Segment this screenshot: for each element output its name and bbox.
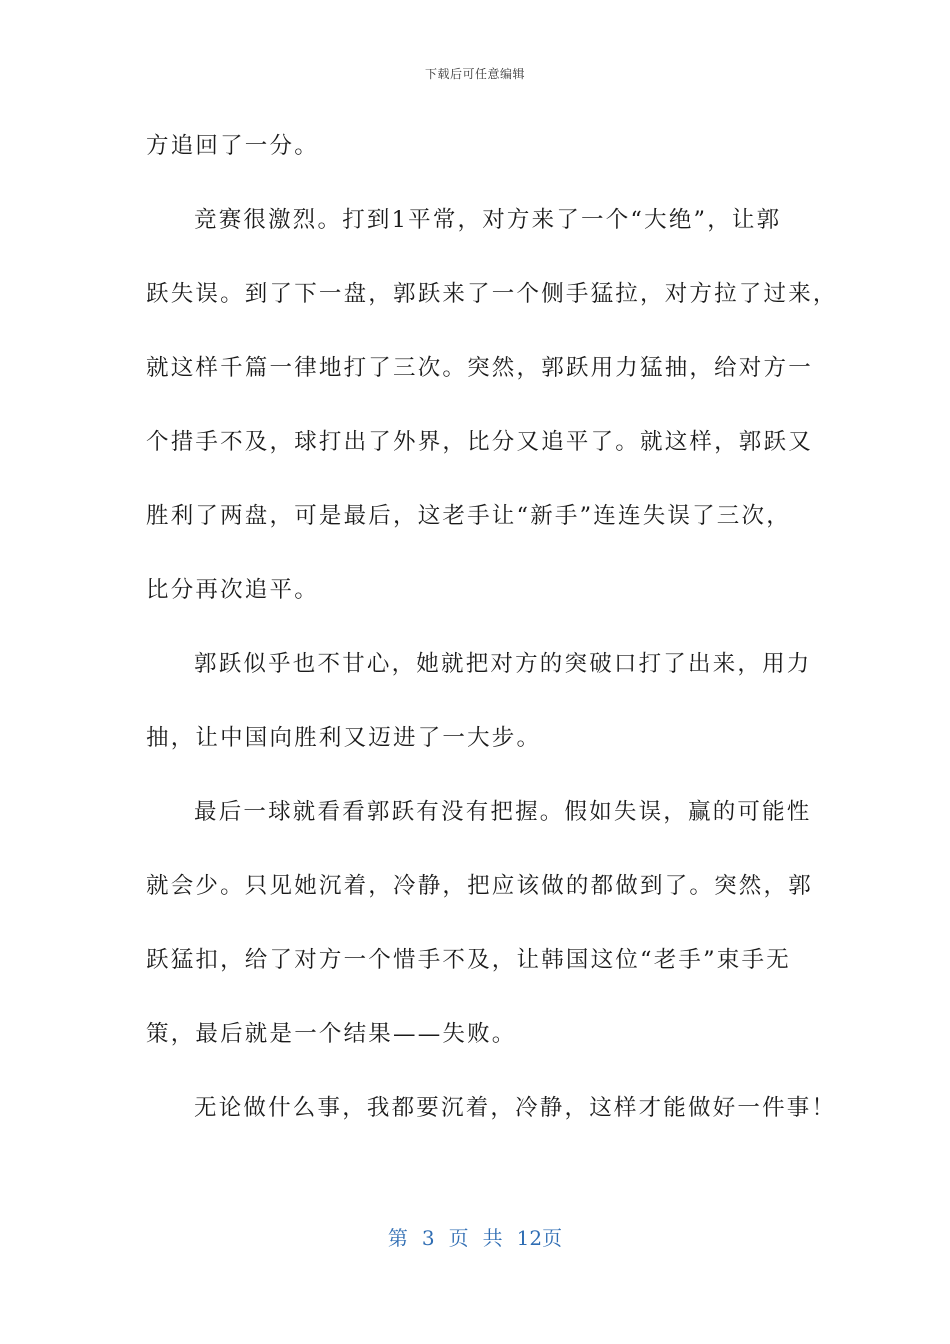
- body-line: 郭跃似乎也不甘心，她就把对方的突破口打了出来，用力: [194, 651, 812, 677]
- document-body: [146, 122, 838, 1158]
- body-line: 无论做什么事，我都要沉着，冷静，这样才能做好一件事！: [194, 1095, 837, 1121]
- page-footer: [0, 1224, 950, 1252]
- body-line: 抽，让中国向胜利又迈进了一大步。: [146, 725, 542, 751]
- page-header: 下载后可任意编辑: [424, 67, 525, 81]
- body-line: 跃失误。到了下一盘，郭跃来了一个侧手猛拉，对方拉了过来，: [146, 281, 838, 307]
- body-line: 跃猛扣，给了对方一个惜手不及，让韩国这位“老手”束手无: [146, 947, 791, 973]
- body-line: 个措手不及，球打出了外界，比分又追平了。就这样，郭跃又: [146, 429, 813, 455]
- footer-current-page: 3: [421, 1226, 435, 1250]
- footer-label-total: 共: [482, 1226, 503, 1250]
- body-line: 比分再次追平。: [146, 577, 319, 603]
- footer-total-pages: 12页: [516, 1226, 563, 1250]
- footer-label-ye: 页: [448, 1226, 469, 1250]
- body-line: 最后一球就看看郭跃有没有把握。假如失误，赢的可能性: [194, 799, 812, 825]
- body-line: 竞赛很激烈。打到1平常，对方来了一个“大绝”，让郭: [194, 207, 782, 233]
- body-line: 胜利了两盘，可是最后，这老手让“新手”连连失误了三次，: [146, 503, 791, 529]
- footer-label-page: 第: [387, 1226, 408, 1250]
- body-line: 就这样千篇一律地打了三次。突然，郭跃用力猛抽，给对方一: [146, 355, 813, 381]
- body-line: 方追回了一分。: [146, 133, 319, 159]
- body-line: 策，最后就是一个结果——失败。: [146, 1021, 517, 1047]
- body-line: 就会少。只见她沉着，冷静，把应该做的都做到了。突然，郭: [146, 873, 813, 899]
